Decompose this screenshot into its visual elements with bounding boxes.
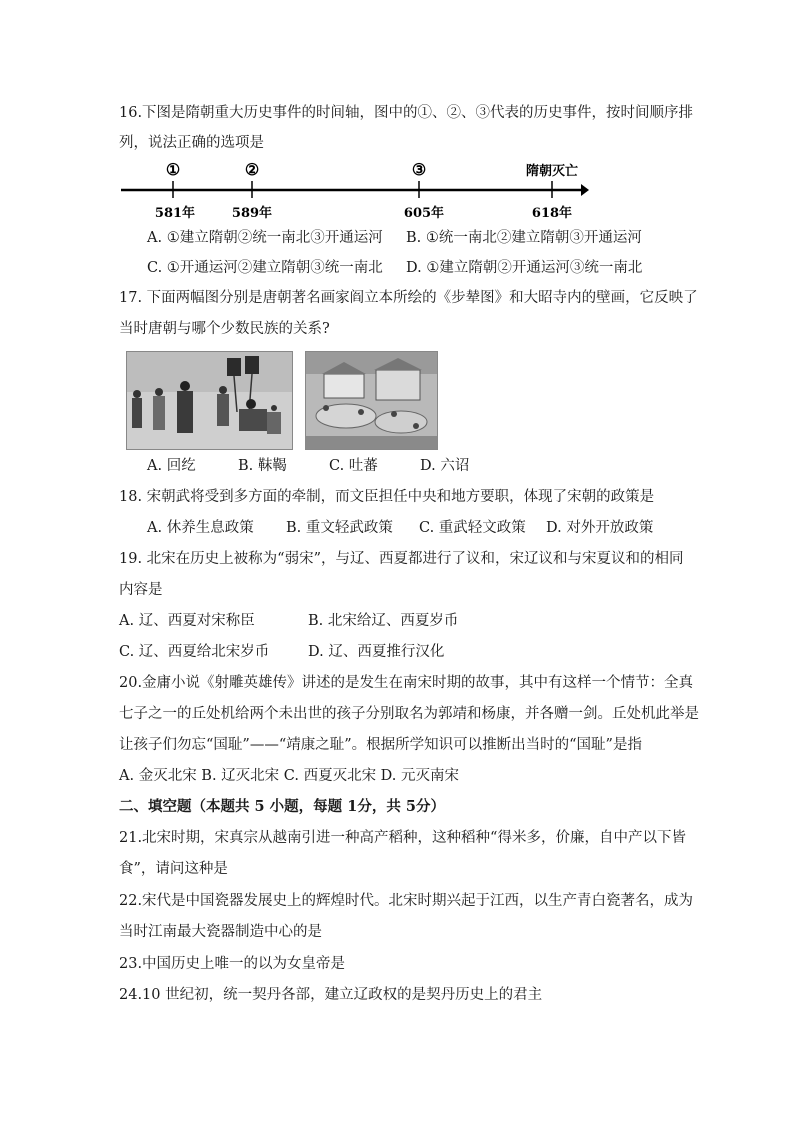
section2-heading: 二、填空题（本题共 5 小题，每题 1分，共 5分）	[119, 798, 445, 815]
timeline-year-2: 589年	[231, 206, 273, 221]
q17-option-d[interactable]: D. 六诏	[420, 458, 470, 474]
q16-timeline	[119, 160, 589, 222]
q19-stem-line2: 内容是	[119, 582, 163, 598]
q16-stem-line2: 列，说法正确的选项是	[119, 135, 264, 151]
q18-option-a[interactable]: A. 休养生息政策	[147, 520, 254, 536]
q19-option-d[interactable]: D. 辽、西夏推行汉化	[308, 644, 445, 660]
q20-options[interactable]: A. 金灭北宋 B. 辽灭北宋 C. 西夏灭北宋 D. 元灭南宋	[119, 768, 460, 784]
q22-line2: 当时江南最大瓷器制造中心的是	[119, 924, 322, 940]
q17-stem-line1: 17. 下面两幅图分别是唐朝著名画家阎立本所绘的《步辇图》和大昭寺内的壁画，它反映了	[119, 290, 698, 306]
q17-stem-line2: 当时唐朝与哪个少数民族的关系?	[119, 321, 330, 337]
bunian-painting-image	[126, 351, 293, 450]
timeline-marker-1: ①	[165, 160, 181, 179]
q19-stem-line1: 19. 北宋在历史上被称为“弱宋”，与辽、西夏都进行了议和，宋辽议和与宋夏议和的相同	[119, 551, 684, 567]
q18-option-d[interactable]: D. 对外开放政策	[546, 520, 654, 536]
q20-stem-line3: 让孩子们勿忘“国耻”——“靖康之耻”。根据所学知识可以推断出当时的“国耻”是指	[119, 737, 642, 753]
q19-option-a[interactable]: A. 辽、西夏对宋称臣	[119, 613, 255, 629]
timeline-marker-3: ③	[411, 160, 427, 179]
q16-option-c[interactable]: C. ①开通运河②建立隋朝③统一南北	[147, 260, 383, 276]
q16-option-b[interactable]: B. ①统一南北②建立隋朝③开通运河	[406, 230, 642, 246]
q24-line1: 24.10 世纪初，统一契丹各部，建立辽政权的是契丹历史上的君主	[119, 987, 543, 1003]
timeline-marker-4: 隋朝灭亡	[525, 164, 579, 179]
q18-stem: 18. 宋朝武将受到多方面的牵制，而文臣担任中央和地方要职，体现了宋朝的政策是	[119, 489, 655, 505]
q17-option-a[interactable]: A. 回纥	[147, 458, 196, 474]
q19-option-b[interactable]: B. 北宋给辽、西夏岁币	[308, 613, 459, 629]
q17-option-c[interactable]: C. 吐蕃	[329, 458, 378, 474]
q21-line1: 21.北宋时期，宋真宗从越南引进一种高产稻种，这种稻种“得米多，价廉，自中产以下皆	[119, 830, 686, 846]
q19-option-c[interactable]: C. 辽、西夏给北宋岁币	[119, 644, 270, 660]
q16-option-d[interactable]: D. ①建立隋朝②开通运河③统一南北	[406, 260, 643, 276]
q20-stem-line2: 七子之一的丘处机给两个未出世的孩子分别取名为郭靖和杨康，并各赠一剑。丘处机此举是	[119, 706, 699, 722]
q23-line1: 23.中国历史上唯一的以为女皇帝是	[119, 956, 346, 972]
timeline-year-3: 605年	[403, 206, 445, 221]
q16-stem-line1: 16.下图是隋朝重大历史事件的时间轴，图中的①、②、③代表的历史事件，按时间顺序排	[119, 105, 694, 121]
timeline-graphic	[119, 160, 589, 222]
jokhang-mural-image	[305, 351, 438, 450]
q18-option-c[interactable]: C. 重武轻文政策	[419, 520, 526, 536]
q16-option-a[interactable]: A. ①建立隋朝②统一南北③开通运河	[147, 230, 383, 246]
q20-stem-line1: 20.金庸小说《射雕英雄传》讲述的是发生在南宋时期的故事，其中有这样一个情节：全真	[119, 675, 694, 691]
q22-line1: 22.宋代是中国瓷器发展史上的辉煌时代。北宋时期兴起于江西，以生产青白瓷著名，成为	[119, 893, 694, 909]
timeline-marker-2: ②	[244, 160, 260, 179]
q18-option-b[interactable]: B. 重文轻武政策	[286, 520, 393, 536]
timeline-year-1: 581年	[154, 206, 196, 221]
q17-option-b[interactable]: B. 靺鞨	[238, 458, 287, 474]
timeline-year-4: 618年	[531, 206, 573, 221]
timeline-arrow	[581, 184, 589, 196]
q21-line2: 食”，请问这种是	[119, 861, 228, 877]
